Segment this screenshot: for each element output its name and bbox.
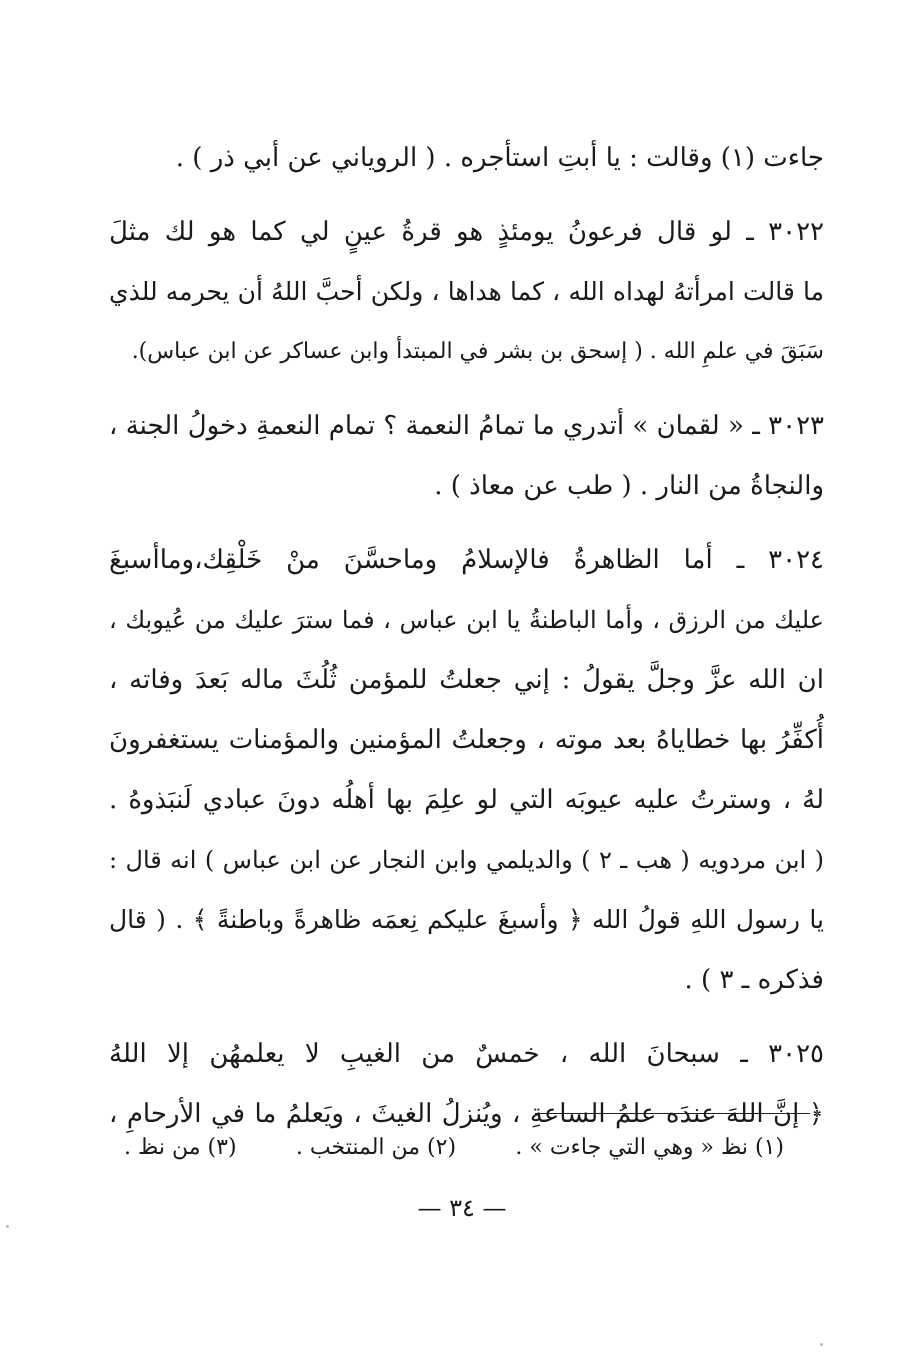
main-text (109, 128, 824, 1144)
text-line: ٣٠٢٣ ـ « لقمان » أتدري ما تمامُ النعمة ؟ تمام النعمةِ دخولُ الجنة ، (109, 411, 824, 441)
text-line: والنجاةُ من النار . ( طب عن معاذ ) . (434, 471, 824, 501)
scan-speck (820, 1343, 823, 1346)
text-line: يا رسول اللهِ قولُ الله ﴿ وأسبغَ عليكم نِعمَه ظاهرةً وباطنةً ﴾ . ( قال (109, 905, 824, 934)
text-line: ما قالت امرأتهُ لهداه الله ، كما هداها ، ولكن أحبَّ اللهُ أن يحرمه للذي (109, 277, 824, 306)
text-line: عليك من الرزق ، وأما الباطنةُ يا ابن عباس ، فما سترَ عليك من عُيوبك ، (109, 606, 824, 634)
text-line: لهُ ، وسترتُ عليه عيوبَه التي لو علِمَ بها أهلُه دونَ عبادي لَنبَذوهُ . (109, 785, 824, 815)
text-line: ٣٠٢٢ ـ لو قال فرعونُ يومئذٍ هو قرةُ عينٍ لي كما هو لك مثلَ (109, 217, 824, 247)
footnotes (124, 1128, 784, 1168)
text-line: ٣٠٢٥ ـ سبحانَ الله ، خمسٌ من الغيبِ لا يعلمهُن إلا اللهُ (109, 1039, 824, 1069)
text-line: ﴿ إنَّ اللهَ عندَه علمُ الساعةِ ، ويُنزلُ الغيثَ ، ويَعلمُ ما في الأرحامِ ، (109, 1099, 824, 1129)
text-line: فذكره ـ ٣ ) . (684, 965, 824, 995)
page-number: — ٣٤ — (417, 1194, 507, 1222)
text-line: ٣٠٢٤ ـ أما الظاهرةُ فالإسلامُ وماحسَّنَ منْ خَلْقِك،وماأسبغَ (109, 545, 824, 575)
text-line: ان الله عزَّ وجلَّ يقولُ : إني جعلتُ للمؤمن ثُلُثَ ماله بَعدَ وفاته ، (109, 665, 824, 695)
footnote-2: (٢) من المنتخب . (295, 1135, 457, 1160)
text-line: سَبَقَ في علمِ الله . ( إسحق بن بشر في المبتدأ وابن عساكر عن ابن عباس). (131, 339, 824, 364)
footnote-3: (٣) من نظ . (124, 1135, 237, 1160)
footnote-divider (535, 1113, 810, 1114)
text-line: ( ابن مردويه ( هب ـ ٢ ) والديلمي وابن النجار عن ابن عباس ) انه قال : (109, 846, 824, 874)
footnote-1: (١) نظ « وهي التي جاءت » . (515, 1135, 784, 1160)
text-line: جاءت (١) وقالت : يا أبتِ استأجره . ( الروياني عن أبي ذر ) . (175, 143, 824, 173)
scan-speck (6, 1225, 9, 1228)
text-line: أُكفِّرُ بها خطاياهُ بعد موته ، وجعلتُ المؤمنين والمؤمنات يستغفرونَ (109, 725, 824, 755)
